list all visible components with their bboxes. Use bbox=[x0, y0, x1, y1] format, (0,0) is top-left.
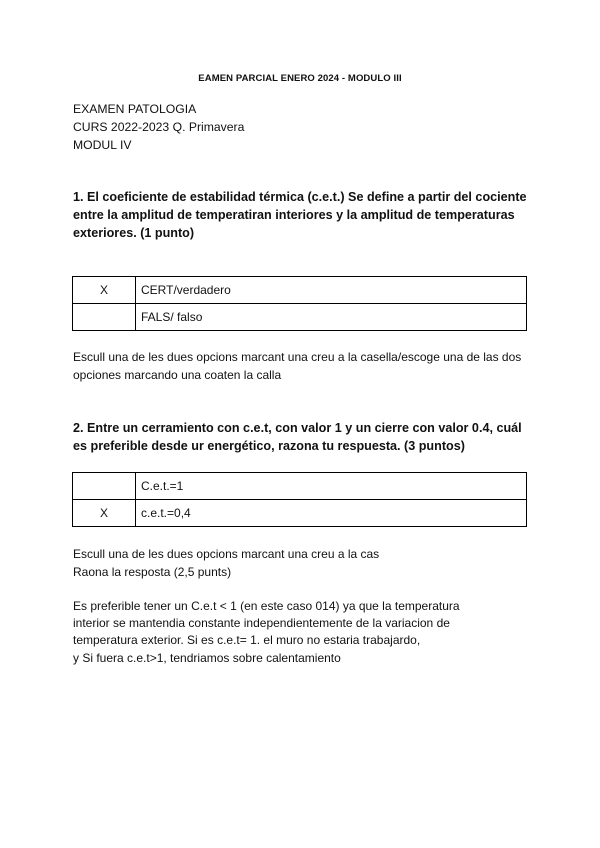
question-2-instruction bbox=[73, 546, 533, 581]
answer-line: y Si fuera c.e.t>1, tendriamos sobre calentamiento bbox=[73, 650, 341, 665]
question-1-instruction: Escull una de les dues opcions marcant una creu a la casella/escoge una de las dos opciones marcando una coaten la calla bbox=[73, 350, 522, 382]
option-checkbox-cell[interactable] bbox=[73, 473, 136, 500]
exam-header bbox=[73, 100, 244, 154]
question-1-option-false bbox=[73, 304, 527, 331]
option-label: c.e.t.=0,4 bbox=[136, 500, 527, 527]
header-line-course: EXAMEN PATOLOGIA bbox=[73, 102, 197, 116]
question-2-text: 2. Entre un cerramiento con c.e.t, con valor 1 y un cierre con valor 0.4, cuál es preferible desde ur energético, razona tu respuesta. (3 puntos) bbox=[73, 421, 522, 453]
option-label: FALS/ falso bbox=[136, 304, 527, 331]
instruction-line: Raona la resposta (2,5 punts) bbox=[73, 564, 232, 579]
question-1-options-table bbox=[72, 276, 527, 331]
answer-line: temperatura exterior. Si es c.e.t= 1. el muro no estaria trabajardo, bbox=[73, 633, 421, 648]
answer-line: interior se mantendia constante independientemente de la variacion de bbox=[73, 616, 450, 631]
question-2-answer bbox=[73, 598, 543, 667]
header-line-year: CURS 2022-2023 Q. Primavera bbox=[73, 120, 245, 134]
document-title: EAMEN PARCIAL ENERO 2024 - MODULO III bbox=[198, 73, 402, 84]
question-2-options-table bbox=[72, 472, 527, 527]
option-label: C.e.t.=1 bbox=[136, 473, 527, 500]
question-1-option-true bbox=[73, 277, 527, 304]
question-1-text: 1. El coeficiente de estabilidad térmica (c.e.t.) Se define a partir del cociente entre la amplitud de temperatiran interiores y la amplitud de temperaturas exteriores. (1 punto) bbox=[73, 190, 527, 240]
option-label: CERT/verdadero bbox=[136, 277, 527, 304]
option-checkbox-cell[interactable]: X bbox=[73, 277, 136, 304]
instruction-line: Escull una de les dues opcions marcant una creu a la cas bbox=[73, 547, 380, 561]
option-checkbox-cell[interactable]: X bbox=[73, 500, 136, 527]
option-checkbox-cell[interactable] bbox=[73, 304, 136, 331]
header-line-module: MODUL IV bbox=[73, 138, 132, 152]
question-2-option-2 bbox=[73, 500, 527, 527]
answer-line: Es preferible tener un C.e.t < 1 (en este caso 014) ya que la temperatura bbox=[73, 599, 460, 613]
question-2-option-1 bbox=[73, 473, 527, 500]
